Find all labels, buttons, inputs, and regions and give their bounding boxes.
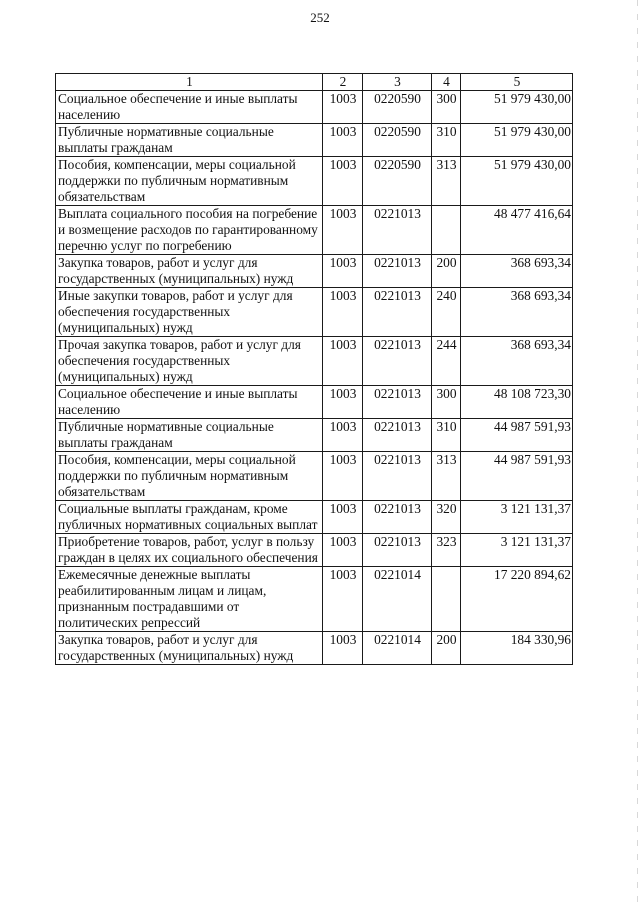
- header-col-4: 4: [432, 74, 461, 91]
- cell-expense-type: [432, 206, 461, 255]
- cell-name: Приобретение товаров, работ, услуг в пользу граждан в целях их социального обеспечения: [56, 534, 323, 567]
- table-row: [56, 501, 573, 534]
- cell-amount: 368 693,34: [461, 288, 573, 337]
- cell-amount: 3 121 131,37: [461, 501, 573, 534]
- cell-expense-type: 310: [432, 419, 461, 452]
- cell-section: 1003: [323, 501, 363, 534]
- cell-expense-type: 240: [432, 288, 461, 337]
- cell-amount: 368 693,34: [461, 255, 573, 288]
- cell-name: Публичные нормативные социальные выплаты гражданам: [56, 124, 323, 157]
- table-row: [56, 632, 573, 665]
- cell-name: Публичные нормативные социальные выплаты гражданам: [56, 419, 323, 452]
- cell-section: 1003: [323, 206, 363, 255]
- cell-name: Закупка товаров, работ и услуг для государственных (муниципальных) нужд: [56, 632, 323, 665]
- header-col-5: 5: [461, 74, 573, 91]
- cell-target: 0221013: [363, 534, 432, 567]
- cell-section: 1003: [323, 632, 363, 665]
- cell-section: 1003: [323, 534, 363, 567]
- cell-expense-type: 200: [432, 632, 461, 665]
- cell-name: Социальное обеспечение и иные выплаты населению: [56, 91, 323, 124]
- cell-expense-type: 313: [432, 452, 461, 501]
- cell-expense-type: 300: [432, 91, 461, 124]
- cell-amount: 48 108 723,30: [461, 386, 573, 419]
- cell-section: 1003: [323, 419, 363, 452]
- cell-name: Выплата социального пособия на погребение и возмещение расходов по гарантированному перечню услуг по погребению: [56, 206, 323, 255]
- cell-name: Пособия, компенсации, меры социальной поддержки по публичным нормативным обязательствам: [56, 157, 323, 206]
- table-row: [56, 534, 573, 567]
- table-row: [56, 91, 573, 124]
- cell-amount: 51 979 430,00: [461, 157, 573, 206]
- cell-target: 0221013: [363, 337, 432, 386]
- cell-section: 1003: [323, 288, 363, 337]
- cell-expense-type: 310: [432, 124, 461, 157]
- cell-section: 1003: [323, 157, 363, 206]
- cell-amount: 44 987 591,93: [461, 419, 573, 452]
- cell-name: Социальные выплаты гражданам, кроме публичных нормативных социальных выплат: [56, 501, 323, 534]
- table-row: [56, 206, 573, 255]
- cell-amount: 44 987 591,93: [461, 452, 573, 501]
- cell-target: 0221013: [363, 206, 432, 255]
- cell-expense-type: 313: [432, 157, 461, 206]
- cell-amount: 184 330,96: [461, 632, 573, 665]
- header-col-2: 2: [323, 74, 363, 91]
- cell-name: Ежемесячные денежные выплаты реабилитированным лицам и лицам, признанным пострадавшими от политических репрессий: [56, 567, 323, 632]
- cell-expense-type: [432, 567, 461, 632]
- cell-target: 0221013: [363, 255, 432, 288]
- cell-name: Закупка товаров, работ и услуг для государственных (муниципальных) нужд: [56, 255, 323, 288]
- cell-amount: 48 477 416,64: [461, 206, 573, 255]
- cell-amount: 17 220 894,62: [461, 567, 573, 632]
- table-row: [56, 255, 573, 288]
- header-col-3: 3: [363, 74, 432, 91]
- table-row: [56, 452, 573, 501]
- cell-section: 1003: [323, 337, 363, 386]
- header-col-1: 1: [56, 74, 323, 91]
- cell-amount: 51 979 430,00: [461, 124, 573, 157]
- table-header: [56, 74, 573, 91]
- cell-target: 0220590: [363, 124, 432, 157]
- cell-name: Пособия, компенсации, меры социальной поддержки по публичным нормативным обязательствам: [56, 452, 323, 501]
- cell-target: 0221013: [363, 501, 432, 534]
- cell-target: 0221013: [363, 452, 432, 501]
- cell-section: 1003: [323, 91, 363, 124]
- header-row: [56, 74, 573, 91]
- cell-target: 0221013: [363, 386, 432, 419]
- cell-target: 0220590: [363, 157, 432, 206]
- cell-target: 0221013: [363, 288, 432, 337]
- cell-expense-type: 200: [432, 255, 461, 288]
- cell-target: 0221014: [363, 567, 432, 632]
- cell-target: 0221013: [363, 419, 432, 452]
- table-row: [56, 288, 573, 337]
- cell-expense-type: 244: [432, 337, 461, 386]
- table-row: [56, 124, 573, 157]
- cell-expense-type: 323: [432, 534, 461, 567]
- budget-table: [55, 73, 573, 665]
- table-row: [56, 157, 573, 206]
- cell-section: 1003: [323, 386, 363, 419]
- table-row: [56, 337, 573, 386]
- cell-target: 0221014: [363, 632, 432, 665]
- cell-name: Прочая закупка товаров, работ и услуг для обеспечения государственных (муниципальных) нужд: [56, 337, 323, 386]
- cell-expense-type: 300: [432, 386, 461, 419]
- cell-amount: 3 121 131,37: [461, 534, 573, 567]
- cell-section: 1003: [323, 255, 363, 288]
- cell-target: 0220590: [363, 91, 432, 124]
- cell-amount: 368 693,34: [461, 337, 573, 386]
- cell-section: 1003: [323, 124, 363, 157]
- table-row: [56, 567, 573, 632]
- scan-edge-decoration: [637, 0, 638, 905]
- cell-section: 1003: [323, 567, 363, 632]
- cell-expense-type: 320: [432, 501, 461, 534]
- table-row: [56, 419, 573, 452]
- table-body: [56, 91, 573, 665]
- cell-name: Социальное обеспечение и иные выплаты населению: [56, 386, 323, 419]
- page-number: 252: [310, 10, 330, 25]
- table-row: [56, 386, 573, 419]
- cell-section: 1003: [323, 452, 363, 501]
- cell-name: Иные закупки товаров, работ и услуг для обеспечения государственных (муниципальных) нужд: [56, 288, 323, 337]
- cell-amount: 51 979 430,00: [461, 91, 573, 124]
